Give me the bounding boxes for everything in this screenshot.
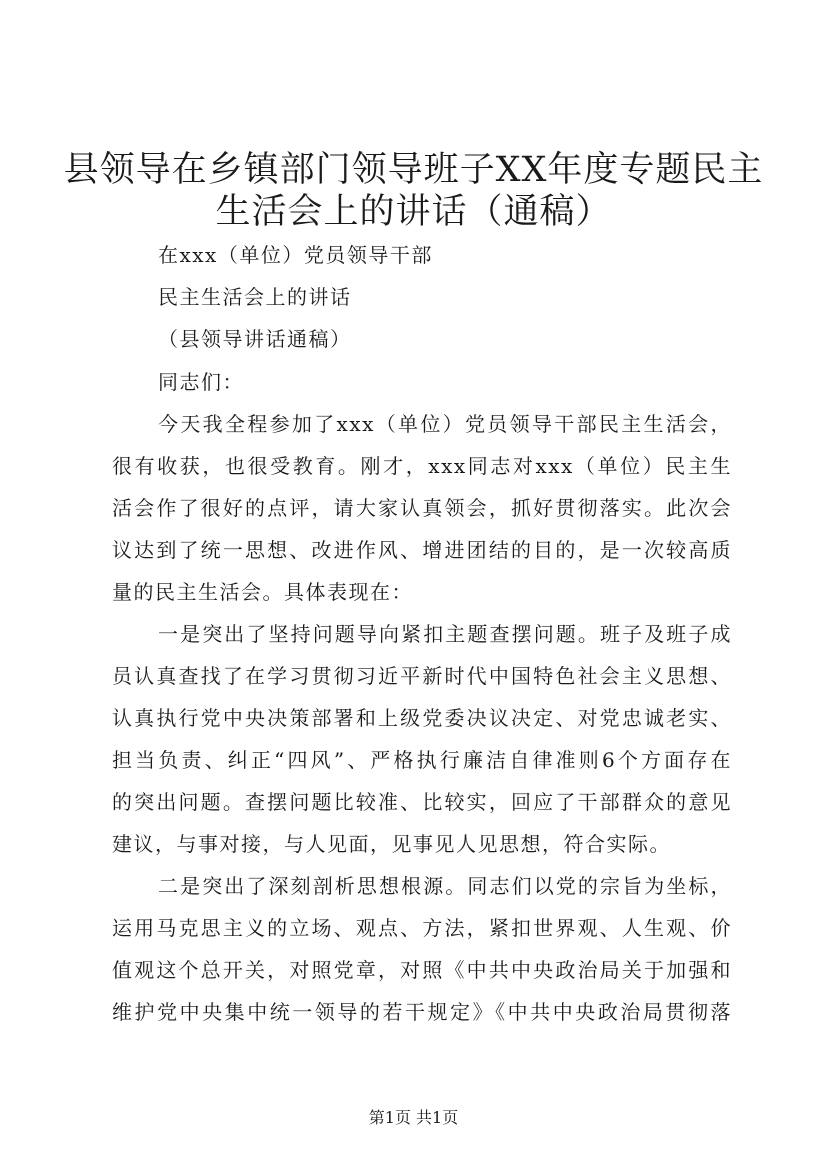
document-title-line-2: 生活会上的讲话（通稿） — [215, 192, 612, 232]
paragraph-3-line: 维护党中央集中统一领导的若干规定》《中共中央政治局贯彻落 — [112, 1000, 732, 1024]
paragraph-2-line: 建议，与事对接，与人见面，见事见人见思想，符合实际。 — [112, 832, 671, 856]
header-line: 在xxx（单位）党员领导干部 — [158, 243, 433, 267]
paragraph-2-line: 一是突出了坚持问题导向紧扣主题查摆问题。班子及班子成 — [158, 622, 732, 646]
header-line: 民主生活会上的讲话 — [158, 285, 352, 309]
paragraph-3-line: 运用马克思主义的立场、观点、方法，紧扣世界观、人生观、价 — [112, 916, 732, 940]
paragraph-1-line: 活会作了很好的点评，请大家认真领会，抓好贯彻落实。此次会 — [112, 496, 732, 520]
salutation: 同志们： — [158, 370, 244, 394]
paragraph-1-line: 议达到了统一思想、改进作风、增进团结的目的，是一次较高质 — [112, 538, 732, 562]
paragraph-1-line: 量的民主生活会。具体表现在： — [112, 580, 413, 604]
paragraph-2-line: 担当负责、纠正“四风”、严格执行廉洁自律准则6个方面存在 — [112, 748, 732, 772]
document-title-line-1: 县领导在乡镇部门领导班子XX年度专题民主 — [63, 150, 764, 190]
page-footer: 第1页 共1页 — [368, 1108, 459, 1127]
paragraph-3-line: 二是突出了深刻剖析思想根源。同志们以党的宗旨为坐标， — [158, 874, 732, 898]
paragraph-1-line: 今天我全程参加了xxx（单位）党员领导干部民主生活会， — [158, 412, 732, 436]
paragraph-2-line: 的突出问题。查摆问题比较准、比较实，回应了干部群众的意见 — [112, 790, 732, 814]
paragraph-1-line: 很有收获，也很受教育。刚才，xxx同志对xxx（单位）民主生 — [112, 454, 732, 478]
paragraph-2-line: 认真执行党中央决策部署和上级党委决议决定、对党忠诚老实、 — [112, 706, 732, 730]
paragraph-2-line: 员认真查找了在学习贯彻习近平新时代中国特色社会主义思想、 — [112, 664, 732, 688]
paragraph-3-line: 值观这个总开关，对照党章，对照《中共中央政治局关于加强和 — [112, 958, 732, 982]
header-line: （县领导讲话通稿） — [158, 327, 352, 351]
